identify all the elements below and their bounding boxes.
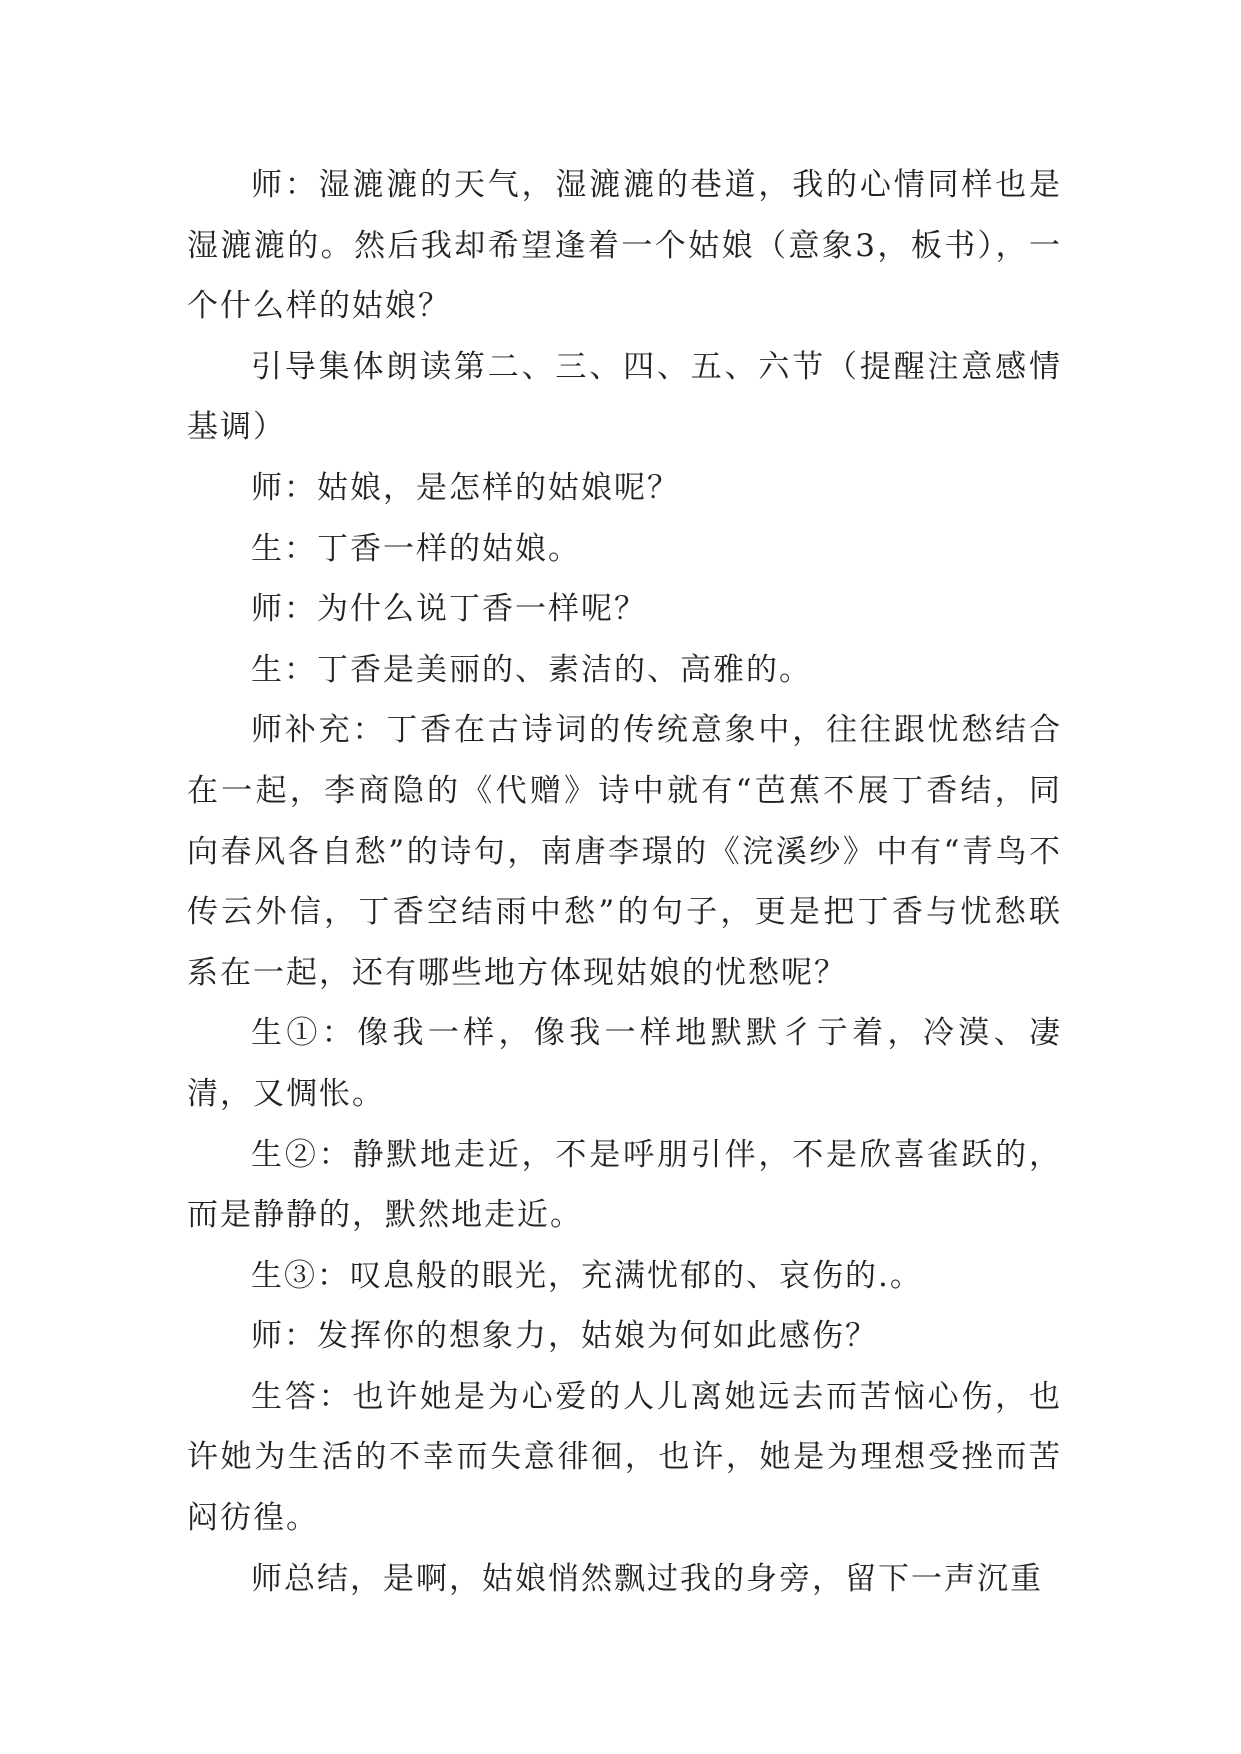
paragraph-teacher-question: 师：姑娘，是怎样的姑娘呢？	[251, 469, 680, 506]
paragraph-student-3: 生③：叹息般的眼光，充满忧郁的、哀伤的.。	[251, 1257, 923, 1294]
paragraph-teacher-supplement: 师补充：丁香在古诗词的传统意象中，往往跟忧愁结合在一起，李商隐的《代赠》诗中就有“芭蕉不展丁香结，同向春风各自愁”的诗句，南唐李璟的《浣溪纱》中有“青鸟不传云外信，丁香空结雨中愁”的句子，更是把丁香与忧愁联系在一起，还有哪些地方体现姑娘的忧愁呢？	[187, 712, 1062, 991]
paragraph-teacher-weather: 师：湿漉漉的天气，湿漉漉的巷道，我的心情同样也是湿漉漉的。然后我却希望逢着一个姑娘（意象3，板书），一个什么样的姑娘？	[187, 167, 1062, 325]
paragraph-teacher-summary: 师总结，是啊，姑娘悄然飘过我的身旁，留下一声沉重	[251, 1560, 1043, 1597]
lesson-transcript	[187, 155, 1062, 1609]
paragraph-reading-guide: 引导集体朗读第二、三、四、五、六节（提醒注意感情基调）	[187, 348, 1062, 446]
paragraph-student-1: 生①：像我一样，像我一样地默默彳亍着，冷漠、凄清，又惆怅。	[187, 1015, 1062, 1112]
paragraph-student-reply: 生答：也许她是为心爱的人儿离她远去而苦恼心伤，也许她为生活的不幸而失意徘徊，也许，她是为理想受挫而苦闷彷徨。	[187, 1378, 1062, 1537]
paragraph-student-answer: 生：丁香一样的姑娘。	[251, 530, 581, 567]
paragraph-teacher-why: 师：为什么说丁香一样呢？	[251, 591, 647, 628]
paragraph-student-2: 生②：静默地走近，不是呼朋引伴，不是欣喜雀跃的，而是静静的，默然地走近。	[187, 1136, 1062, 1234]
paragraph-teacher-imagination: 师：发挥你的想象力，姑娘为何如此感伤？	[251, 1318, 878, 1355]
paragraph-student-lilac: 生：丁香是美丽的、素洁的、高雅的。	[251, 651, 812, 688]
